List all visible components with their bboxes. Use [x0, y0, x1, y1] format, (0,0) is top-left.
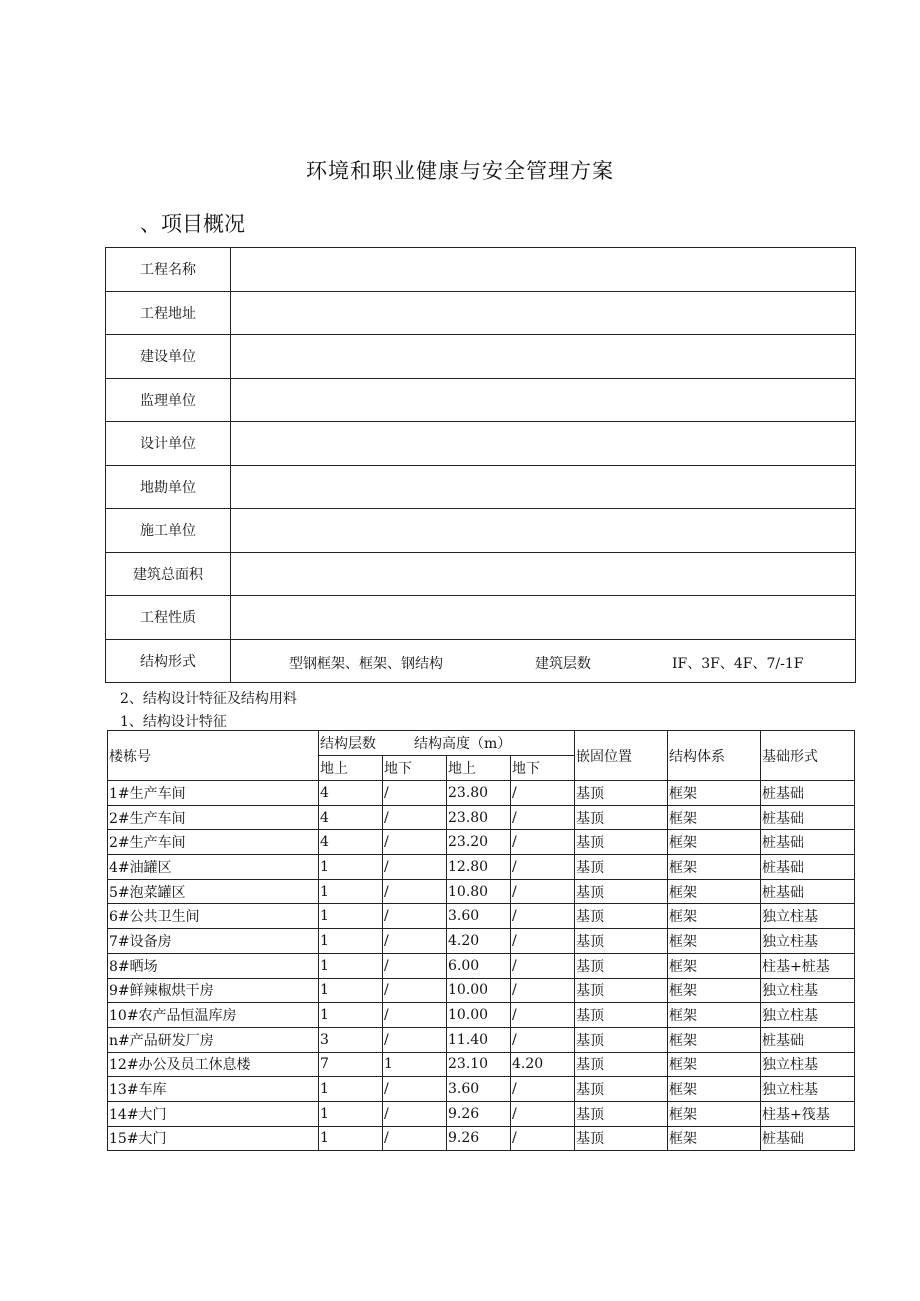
height-above: 3.60 — [447, 1077, 511, 1102]
foundation-type: 柱基+桩基 — [761, 953, 855, 978]
building-name: 4#油罐区 — [108, 855, 319, 880]
floors-below: / — [383, 978, 447, 1003]
height-below: / — [511, 781, 575, 806]
foundation-type: 桩基础 — [761, 830, 855, 855]
info-value — [231, 335, 856, 379]
floors-above: 1 — [319, 1003, 383, 1028]
floors-above: 1 — [319, 1101, 383, 1126]
structure-system: 框架 — [668, 855, 761, 880]
height-above: 23.80 — [447, 805, 511, 830]
info-row — [106, 509, 856, 553]
table-row — [108, 1027, 855, 1052]
building-name: 14#大门 — [108, 1101, 319, 1126]
info-value — [231, 509, 856, 553]
floors-below: / — [383, 1101, 447, 1126]
floors-above: 1 — [319, 879, 383, 904]
floors-below: / — [383, 830, 447, 855]
structure-system: 框架 — [668, 1027, 761, 1052]
structure-system: 框架 — [668, 904, 761, 929]
info-value — [231, 378, 856, 422]
structure-system: 框架 — [668, 1101, 761, 1126]
info-row — [106, 596, 856, 640]
building-name: 5#泡菜罐区 — [108, 879, 319, 904]
height-above: 6.00 — [447, 953, 511, 978]
table-row — [108, 978, 855, 1003]
height-below: / — [511, 904, 575, 929]
foundation-type: 独立柱基 — [761, 1052, 855, 1077]
info-value — [231, 465, 856, 509]
embed-position: 基顶 — [575, 855, 668, 880]
floors-above: 1 — [319, 855, 383, 880]
embed-position: 基顶 — [575, 1126, 668, 1151]
height-above: 9.26 — [447, 1101, 511, 1126]
table-row — [108, 830, 855, 855]
embed-position: 基顶 — [575, 978, 668, 1003]
floors-below: / — [383, 781, 447, 806]
table-row — [108, 879, 855, 904]
floors-below: / — [383, 953, 447, 978]
table-row — [108, 904, 855, 929]
building-name: 6#公共卫生间 — [108, 904, 319, 929]
info-label: 建设单位 — [106, 335, 231, 379]
building-name: 1#生产车间 — [108, 781, 319, 806]
floors-value: IF、3F、4F、7/-1F — [672, 655, 804, 672]
floors-below: / — [383, 855, 447, 880]
header-floors-above: 地上 — [319, 756, 383, 781]
floors-below: / — [383, 1126, 447, 1151]
floors-above: 1 — [319, 1077, 383, 1102]
table-row — [108, 1077, 855, 1102]
floors-above: 4 — [319, 830, 383, 855]
structure-system: 框架 — [668, 978, 761, 1003]
foundation-type: 桩基础 — [761, 1027, 855, 1052]
document-title: 环境和职业健康与安全管理方案 — [306, 159, 614, 183]
header-height-above: 地上 — [447, 756, 511, 781]
embed-position: 基顶 — [575, 879, 668, 904]
info-row-structure — [106, 639, 856, 683]
embed-position: 基顶 — [575, 781, 668, 806]
embed-position: 基顶 — [575, 953, 668, 978]
structure-system: 框架 — [668, 929, 761, 954]
table-row — [108, 1101, 855, 1126]
height-above: 4.20 — [447, 929, 511, 954]
header-floors-height — [319, 731, 575, 756]
floors-above: 4 — [319, 781, 383, 806]
foundation-type: 独立柱基 — [761, 978, 855, 1003]
header-system: 结构体系 — [668, 731, 761, 781]
building-structure-table — [107, 730, 855, 1151]
structure-value-cell — [231, 639, 856, 683]
height-below: / — [511, 1027, 575, 1052]
embed-position: 基顶 — [575, 1077, 668, 1102]
embed-position: 基顶 — [575, 929, 668, 954]
foundation-type: 桩基础 — [761, 1126, 855, 1151]
floors-below: / — [383, 805, 447, 830]
subheading-structure-features: 1、结构设计特征 — [120, 714, 227, 730]
embed-position: 基顶 — [575, 1003, 668, 1028]
floors-below: 1 — [383, 1052, 447, 1077]
info-value — [231, 422, 856, 466]
building-name: 15#大门 — [108, 1126, 319, 1151]
foundation-type: 桩基础 — [761, 855, 855, 880]
height-above: 12.80 — [447, 855, 511, 880]
structure-system: 框架 — [668, 781, 761, 806]
floors-above: 4 — [319, 805, 383, 830]
height-below: / — [511, 879, 575, 904]
building-name: 8#晒场 — [108, 953, 319, 978]
info-row — [106, 378, 856, 422]
info-label: 设计单位 — [106, 422, 231, 466]
info-row — [106, 422, 856, 466]
info-row — [106, 552, 856, 596]
info-label: 建筑总面积 — [106, 552, 231, 596]
info-row — [106, 335, 856, 379]
height-below: / — [511, 978, 575, 1003]
building-name: 12#办公及员工休息楼 — [108, 1052, 319, 1077]
structure-label: 结构形式 — [106, 639, 231, 683]
info-label: 施工单位 — [106, 509, 231, 553]
floors-label: 建筑层数 — [535, 655, 591, 672]
foundation-type: 独立柱基 — [761, 904, 855, 929]
floors-above: 1 — [319, 978, 383, 1003]
info-value — [231, 596, 856, 640]
foundation-type: 独立柱基 — [761, 1003, 855, 1028]
building-name: 2#生产车间 — [108, 805, 319, 830]
info-row — [106, 291, 856, 335]
table-row — [108, 1052, 855, 1077]
info-label: 工程性质 — [106, 596, 231, 640]
building-name: n#产品研发厂房 — [108, 1027, 319, 1052]
structure-system: 框架 — [668, 830, 761, 855]
structure-system: 框架 — [668, 1126, 761, 1151]
header-foundation: 基础形式 — [761, 731, 855, 781]
foundation-type: 桩基础 — [761, 879, 855, 904]
table-row — [108, 805, 855, 830]
floors-above: 3 — [319, 1027, 383, 1052]
floors-above: 1 — [319, 1126, 383, 1151]
embed-position: 基顶 — [575, 1027, 668, 1052]
height-above: 23.10 — [447, 1052, 511, 1077]
structure-system: 框架 — [668, 879, 761, 904]
info-label: 地勘单位 — [106, 465, 231, 509]
embed-position: 基顶 — [575, 830, 668, 855]
height-above: 9.26 — [447, 1126, 511, 1151]
building-name: 2#生产车间 — [108, 830, 319, 855]
info-row — [106, 465, 856, 509]
table-row — [108, 929, 855, 954]
height-below: / — [511, 805, 575, 830]
floors-above: 7 — [319, 1052, 383, 1077]
height-above: 10.80 — [447, 879, 511, 904]
height-below: / — [511, 1077, 575, 1102]
height-below: / — [511, 1101, 575, 1126]
height-below: / — [511, 855, 575, 880]
height-below: / — [511, 1126, 575, 1151]
foundation-type: 独立柱基 — [761, 1077, 855, 1102]
floors-below: / — [383, 879, 447, 904]
floors-below: / — [383, 904, 447, 929]
info-value — [231, 291, 856, 335]
table-row — [108, 781, 855, 806]
floors-below: / — [383, 929, 447, 954]
structure-type: 型钢框架、框架、钢结构 — [289, 655, 443, 672]
info-value — [231, 552, 856, 596]
structure-system: 框架 — [668, 1052, 761, 1077]
foundation-type: 柱基+筏基 — [761, 1101, 855, 1126]
header-floors: 结构层数 — [320, 736, 376, 752]
info-label: 工程地址 — [106, 291, 231, 335]
info-row — [106, 248, 856, 292]
header-height-below: 地下 — [511, 756, 575, 781]
info-label: 工程名称 — [106, 248, 231, 292]
structure-system: 框架 — [668, 805, 761, 830]
subheading-structure-materials: 2、结构设计特征及结构用料 — [120, 691, 297, 707]
building-name: 13#车库 — [108, 1077, 319, 1102]
info-label: 监理单位 — [106, 378, 231, 422]
floors-below: / — [383, 1003, 447, 1028]
info-value — [231, 248, 856, 292]
embed-position: 基顶 — [575, 1101, 668, 1126]
floors-above: 1 — [319, 953, 383, 978]
floors-above: 1 — [319, 929, 383, 954]
height-above: 10.00 — [447, 1003, 511, 1028]
project-info-table — [105, 247, 856, 683]
height-below: / — [511, 1003, 575, 1028]
table-row — [108, 1003, 855, 1028]
structure-system: 框架 — [668, 1077, 761, 1102]
height-above: 23.20 — [447, 830, 511, 855]
foundation-type: 桩基础 — [761, 781, 855, 806]
building-name: 10#农产品恒温库房 — [108, 1003, 319, 1028]
structure-system: 框架 — [668, 1003, 761, 1028]
height-above: 10.00 — [447, 978, 511, 1003]
table-row — [108, 1126, 855, 1151]
floors-below: / — [383, 1027, 447, 1052]
header-building-no: 楼栋号 — [108, 731, 319, 781]
structure-system: 框架 — [668, 953, 761, 978]
embed-position: 基顶 — [575, 1052, 668, 1077]
header-height: 结构高度（m） — [414, 736, 512, 752]
height-above: 11.40 — [447, 1027, 511, 1052]
height-above: 23.80 — [447, 781, 511, 806]
floors-above: 1 — [319, 904, 383, 929]
header-embed: 嵌固位置 — [575, 731, 668, 781]
height-above: 3.60 — [447, 904, 511, 929]
table-row — [108, 855, 855, 880]
height-below: 4.20 — [511, 1052, 575, 1077]
building-name: 9#鲜辣椒烘干房 — [108, 978, 319, 1003]
table-row — [108, 953, 855, 978]
height-below: / — [511, 953, 575, 978]
embed-position: 基顶 — [575, 904, 668, 929]
height-below: / — [511, 830, 575, 855]
height-below: / — [511, 929, 575, 954]
floors-below: / — [383, 1077, 447, 1102]
foundation-type: 独立柱基 — [761, 929, 855, 954]
embed-position: 基顶 — [575, 805, 668, 830]
building-name: 7#设备房 — [108, 929, 319, 954]
section-heading-overview: 、项目概况 — [140, 212, 245, 236]
header-floors-below: 地下 — [383, 756, 447, 781]
foundation-type: 桩基础 — [761, 805, 855, 830]
